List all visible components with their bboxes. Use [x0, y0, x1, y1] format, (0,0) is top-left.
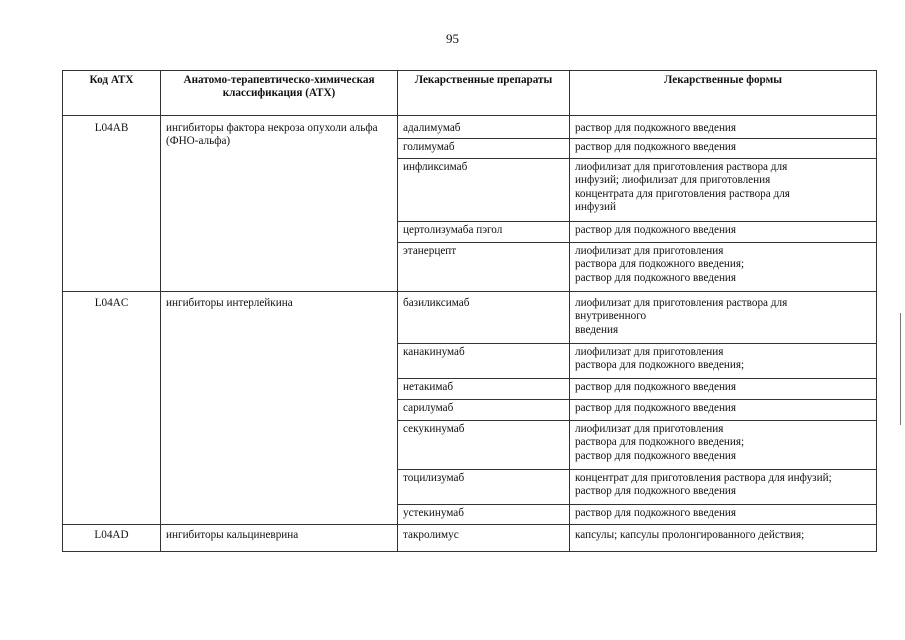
atx-classification-cell: ингибиторы интерлейкина [161, 291, 398, 524]
dosage-form-cell: раствор для подкожного введения [570, 221, 877, 242]
drug-cell: устекинумаб [398, 504, 570, 524]
scan-edge-mark [900, 313, 901, 425]
drug-cell: адалимумаб [398, 116, 570, 139]
drug-cell: такролимус [398, 524, 570, 551]
dosage-form-cell: лиофилизат для приготовления раствора для инфузий; лиофилизат для приготовления концентрата для приготовления раствора для инфузий [570, 158, 877, 221]
drug-cell: базиликсимаб [398, 291, 570, 343]
dosage-form-cell: раствор для подкожного введения [570, 504, 877, 524]
table-header-row [63, 71, 877, 116]
table-row [63, 291, 877, 343]
table-row [63, 524, 877, 551]
dosage-form-cell: лиофилизат для приготовления раствора для подкожного введения; раствор для подкожного введения [570, 420, 877, 469]
drug-cell: этанерцепт [398, 242, 570, 291]
dosage-form-cell: лиофилизат для приготовления раствора для внутривенного введения [570, 291, 877, 343]
dosage-form-cell: лиофилизат для приготовления раствора для подкожного введения; раствор для подкожного введения [570, 242, 877, 291]
dosage-form-cell: раствор для подкожного введения [570, 116, 877, 139]
drug-cell: нетакимаб [398, 378, 570, 399]
atx-classification-cell: ингибиторы фактора некроза опухоли альфа (ФНО-альфа) [161, 116, 398, 292]
atx-table [62, 70, 877, 552]
dosage-form-cell: капсулы; капсулы пролонгированного действия; [570, 524, 877, 551]
drug-cell: инфликсимаб [398, 158, 570, 221]
dosage-form-cell: раствор для подкожного введения [570, 399, 877, 420]
header-classification: Анатомо-терапевтическо-химическая классификация (АТХ) [161, 71, 398, 116]
atx-code-cell: L04AB [63, 116, 161, 292]
dosage-form-cell: концентрат для приготовления раствора для инфузий; раствор для подкожного введения [570, 469, 877, 504]
drug-cell: секукинумаб [398, 420, 570, 469]
header-drugs: Лекарственные препараты [398, 71, 570, 116]
table-row [63, 116, 877, 139]
atx-classification-cell: ингибиторы кальциневрина [161, 524, 398, 551]
atx-code-cell: L04AD [63, 524, 161, 551]
header-code: Код АТХ [63, 71, 161, 116]
drug-cell: цертолизумаба пэгол [398, 221, 570, 242]
drug-cell: тоцилизумаб [398, 469, 570, 504]
header-forms: Лекарственные формы [570, 71, 877, 116]
dosage-form-cell: раствор для подкожного введения [570, 378, 877, 399]
dosage-form-cell: раствор для подкожного введения [570, 139, 877, 158]
drug-cell: канакинумаб [398, 343, 570, 378]
dosage-form-cell: лиофилизат для приготовления раствора для подкожного введения; [570, 343, 877, 378]
atx-code-cell: L04AC [63, 291, 161, 524]
page-number: 95 [446, 31, 459, 46]
drug-cell: сарилумаб [398, 399, 570, 420]
drug-cell: голимумаб [398, 139, 570, 158]
